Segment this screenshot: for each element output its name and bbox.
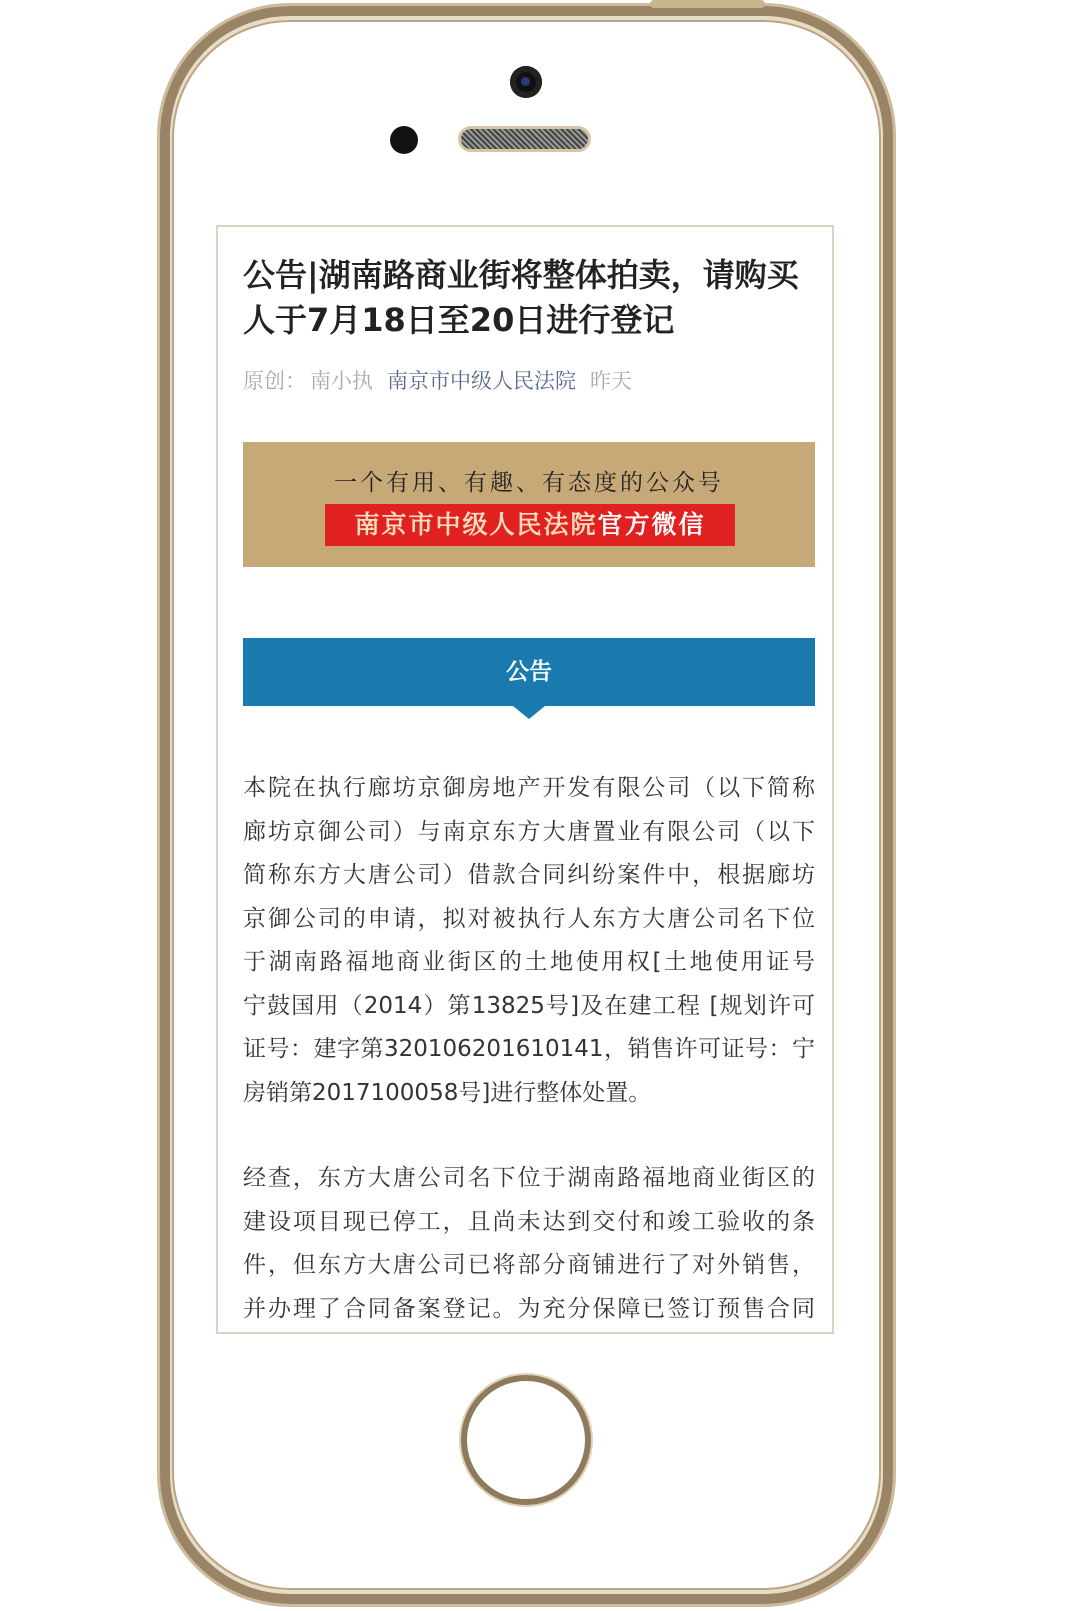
account-banner bbox=[243, 442, 815, 567]
banner-court-name: 南京市中级人民法院 bbox=[354, 510, 598, 539]
text-line: 证号：建字第320106201610141，销售许可证号：宁 bbox=[243, 1036, 815, 1062]
text-line: 件，但东方大唐公司已将部分商铺进行了对外销售， bbox=[243, 1252, 815, 1278]
text-line: 于湖南路福地商业街区的土地使用权[土地使用证号 bbox=[243, 949, 815, 975]
account-link[interactable]: 南京市中级人民法院 bbox=[387, 369, 576, 393]
text-line: 简称东方大唐公司）借款合同纠纷案件中，根据廊坊 bbox=[243, 862, 815, 888]
camera-icon bbox=[510, 66, 542, 98]
text-line: 京御公司的申请，拟对被执行人东方大唐公司名下位 bbox=[243, 905, 815, 932]
paragraph-1 bbox=[243, 767, 815, 1115]
author: 南小执 bbox=[310, 369, 373, 393]
text-line: 廊坊京御公司）与南京东方大唐置业有限公司（以下 bbox=[243, 818, 815, 845]
banner-suffix: 官方微信 bbox=[597, 510, 706, 539]
section-header: 公告 bbox=[243, 638, 815, 706]
power-button bbox=[650, 0, 765, 8]
paragraph-2 bbox=[243, 1157, 815, 1331]
banner-title bbox=[325, 504, 735, 546]
article-screen[interactable] bbox=[216, 225, 834, 1334]
text-line: 建设项目现已停工，且尚未达到交付和竣工验收的条 bbox=[243, 1208, 815, 1235]
sensor-icon bbox=[390, 126, 418, 154]
speaker-grille bbox=[458, 126, 591, 152]
home-button[interactable] bbox=[461, 1375, 591, 1505]
publish-time: 昨天 bbox=[590, 369, 632, 393]
text-line: 本院在执行廊坊京御房地产开发有限公司（以下简称 bbox=[243, 775, 815, 801]
text-line: 房销第2017100058号]进行整体处置。 bbox=[243, 1079, 652, 1106]
original-label: 原创： bbox=[243, 369, 306, 393]
banner-slogan: 一个有用、有趣、有态度的公众号 bbox=[334, 470, 724, 496]
article-meta bbox=[243, 365, 646, 395]
text-line: 经查，东方大唐公司名下位于湖南路福地商业街区的 bbox=[243, 1165, 815, 1191]
article-title: 公告|湖南路商业街将整体拍卖，请购买人于7月18日至20日进行登记 bbox=[243, 256, 799, 339]
text-line: 并办理了合同备案登记。为充分保障已签订预售合同 bbox=[243, 1295, 815, 1322]
text-line: 宁鼓国用（2014）第13825号]及在建工程 [规划许可 bbox=[243, 992, 815, 1019]
